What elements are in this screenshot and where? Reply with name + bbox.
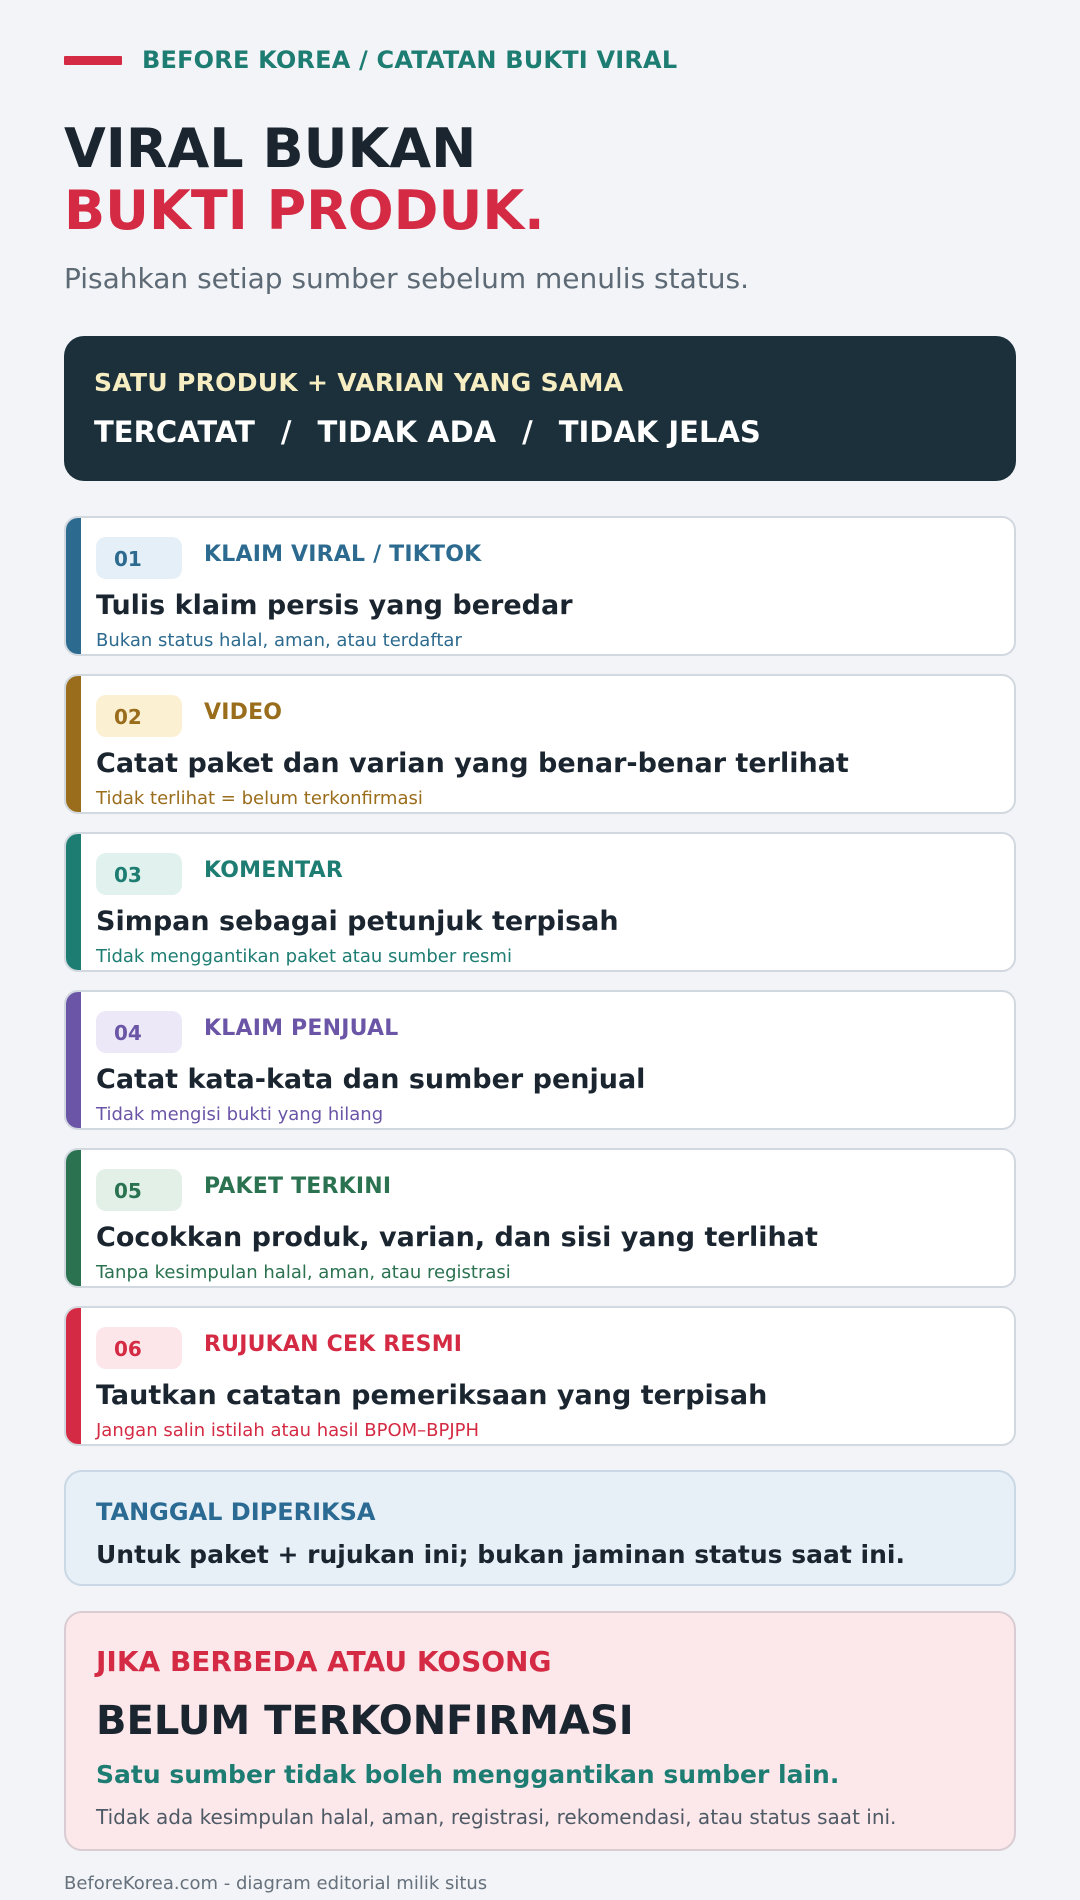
date-checked-title: TANGGAL DIPERIKSA [96, 1498, 376, 1526]
step-card-02 [64, 674, 1016, 814]
warning-box [64, 1611, 1016, 1851]
kicker-accent-bar [64, 56, 122, 65]
status-separator: / [280, 415, 292, 449]
step-number-badge: 06 [96, 1327, 182, 1369]
step-instruction: Simpan sebagai petunjuk terpisah [96, 906, 619, 937]
title-line-2: BUKTI PRODUK. [64, 179, 545, 242]
step-number-badge: 03 [96, 853, 182, 895]
step-note: Jangan salin istilah atau hasil BPOM–BPJPH [96, 1420, 480, 1441]
warning-rule: Satu sumber tidak boleh menggantikan sumber lain. [96, 1760, 840, 1789]
step-accent-bar [66, 834, 81, 970]
step-instruction: Tulis klaim persis yang beredar [96, 590, 573, 621]
step-source-label: KOMENTAR [204, 858, 343, 883]
step-note: Tanpa kesimpulan halal, aman, atau registrasi [96, 1262, 511, 1283]
step-card-03 [64, 832, 1016, 972]
step-number-badge: 04 [96, 1011, 182, 1053]
banner-heading: SATU PRODUK + VARIAN YANG SAMA [94, 368, 624, 397]
warning-status: BELUM TERKONFIRMASI [96, 1698, 634, 1744]
status-missing: TIDAK ADA [317, 415, 497, 449]
step-source-label: VIDEO [204, 700, 283, 725]
step-instruction: Catat paket dan varian yang benar-benar terlihat [96, 748, 849, 779]
page-title [64, 118, 545, 242]
step-accent-bar [66, 518, 81, 654]
date-checked-text: Untuk paket + rujukan ini; bukan jaminan status saat ini. [96, 1540, 905, 1569]
status-separator: / [522, 415, 533, 449]
step-source-label: KLAIM PENJUAL [204, 1016, 399, 1041]
step-number-badge: 01 [96, 537, 182, 579]
banner-status-row [94, 415, 986, 449]
step-instruction: Catat kata-kata dan sumber penjual [96, 1064, 646, 1095]
step-accent-bar [66, 1308, 81, 1444]
step-instruction: Tautkan catatan pemeriksaan yang terpisah [96, 1380, 768, 1411]
step-source-label: KLAIM VIRAL / TIKTOK [204, 542, 482, 567]
warning-disclaimer: Tidak ada kesimpulan halal, aman, registrasi, rekomendasi, atau status saat ini. [96, 1805, 897, 1829]
date-checked-box [64, 1470, 1016, 1586]
title-line-1: VIRAL BUKAN [64, 117, 477, 180]
step-card-01 [64, 516, 1016, 656]
status-unclear: TIDAK JELAS [558, 415, 761, 449]
step-note: Tidak menggantikan paket atau sumber resmi [96, 946, 512, 967]
step-source-label: PAKET TERKINI [204, 1174, 392, 1199]
step-number-badge: 02 [96, 695, 182, 737]
step-card-06 [64, 1306, 1016, 1446]
step-accent-bar [66, 676, 81, 812]
step-accent-bar [66, 1150, 81, 1286]
kicker [64, 46, 677, 74]
page-subtitle: Pisahkan setiap sumber sebelum menulis status. [64, 262, 749, 295]
warning-title: JIKA BERBEDA ATAU KOSONG [96, 1645, 552, 1678]
step-note: Bukan status halal, aman, atau terdaftar [96, 630, 462, 651]
step-accent-bar [66, 992, 81, 1128]
step-instruction: Cocokkan produk, varian, dan sisi yang terlihat [96, 1222, 818, 1253]
kicker-text: BEFORE KOREA / CATATAN BUKTI VIRAL [142, 46, 678, 74]
step-source-label: RUJUKAN CEK RESMI [204, 1332, 463, 1357]
step-card-04 [64, 990, 1016, 1130]
step-note: Tidak terlihat = belum terkonfirmasi [96, 788, 423, 809]
footer-credit: BeforeKorea.com - diagram editorial milik situs [64, 1873, 488, 1894]
step-card-05 [64, 1148, 1016, 1288]
status-recorded: TERCATAT [94, 415, 255, 449]
step-number-badge: 05 [96, 1169, 182, 1211]
step-note: Tidak mengisi bukti yang hilang [96, 1104, 384, 1125]
status-banner [64, 336, 1016, 481]
